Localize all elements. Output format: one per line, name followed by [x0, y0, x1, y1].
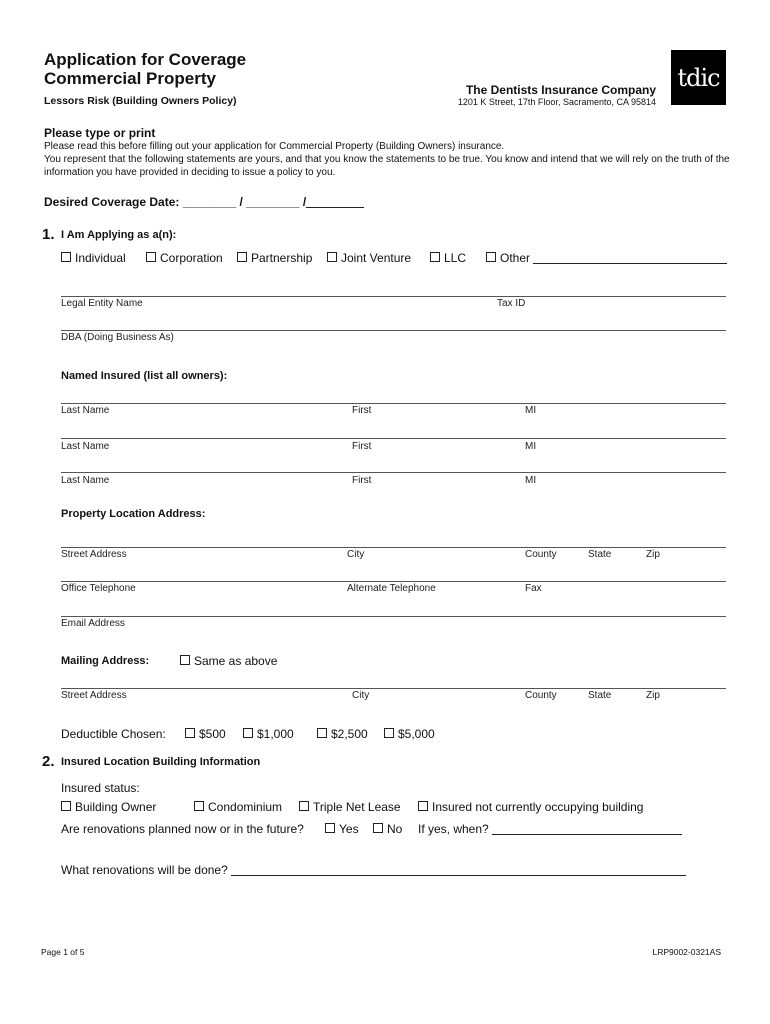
option-same-as-above[interactable] [180, 654, 277, 668]
what-renovations-label: What renovations will be done? [61, 863, 228, 877]
checkbox-icon[interactable] [317, 728, 327, 738]
option-label: $500 [199, 727, 226, 741]
form-subtitle: Lessors Risk (Building Owners Policy) [44, 95, 237, 107]
insured-row-3-last: Last Name [61, 475, 110, 486]
option-label: $2,500 [331, 727, 368, 741]
page-number: Page 1 of 5 [41, 947, 85, 957]
tdic-logo [671, 50, 726, 105]
renovations-yes[interactable] [325, 822, 359, 836]
please-type-heading: Please type or print [44, 126, 156, 140]
option-label: Insured not currently occupying building [432, 800, 644, 814]
street-address-label: Street Address [61, 549, 127, 560]
company-name: The Dentists Insurance Company [465, 83, 656, 97]
intro-line1: Please read this before filling out your application for Commercial Property (Building Owners) insurance. [44, 141, 505, 152]
section-1-number: 1. [42, 226, 55, 243]
dba-line[interactable] [61, 330, 726, 331]
insured-row-1-mi: MI [525, 405, 537, 416]
deductible-5000[interactable] [384, 727, 435, 741]
checkbox-icon[interactable] [327, 252, 337, 262]
mailing-zip-label: Zip [646, 690, 660, 701]
form-title-line2: Commercial Property [44, 69, 216, 88]
property-location-heading: Property Location Address: [61, 508, 206, 520]
mailing-county-label: County [525, 690, 557, 701]
option-label: Condominium [208, 800, 283, 814]
legal-entity-label: Legal Entity Name [61, 298, 143, 309]
option-corporation[interactable] [146, 251, 223, 265]
email-line[interactable] [61, 616, 726, 617]
if-yes-when-line[interactable] [492, 822, 682, 835]
checkbox-icon[interactable] [430, 252, 440, 262]
deductible-1000[interactable] [243, 727, 294, 741]
deductible-label: Deductible Chosen: [61, 727, 166, 741]
insured-row-3-first: First [352, 475, 372, 486]
section-2-number: 2. [42, 753, 55, 770]
insured-row-2-line[interactable] [61, 438, 726, 439]
checkbox-icon[interactable] [194, 801, 204, 811]
insured-row-3-mi: MI [525, 475, 537, 486]
mailing-city-label: City [352, 690, 370, 701]
section-1-title: I Am Applying as a(n): [61, 229, 177, 241]
insured-row-1-line[interactable] [61, 403, 726, 404]
what-renovations-field[interactable] [61, 863, 686, 877]
checkbox-icon[interactable] [237, 252, 247, 262]
option-label: No [387, 822, 403, 836]
mailing-address-heading: Mailing Address: [61, 655, 150, 667]
option-partnership[interactable] [237, 251, 312, 265]
company-address: 1201 K Street, 17th Floor, Sacramento, CA 95814 [457, 97, 656, 107]
status-condominium[interactable] [194, 800, 282, 814]
checkbox-icon[interactable] [384, 728, 394, 738]
zip-label: Zip [646, 549, 660, 560]
renovations-no[interactable] [373, 822, 402, 836]
tax-id-label: Tax ID [497, 298, 526, 309]
insured-status-label: Insured status: [61, 781, 140, 795]
option-label: Same as above [194, 654, 278, 668]
option-other[interactable] [486, 251, 727, 265]
insured-row-1-last: Last Name [61, 405, 110, 416]
what-renovations-line[interactable] [231, 863, 686, 876]
checkbox-icon[interactable] [486, 252, 496, 262]
checkbox-icon[interactable] [61, 252, 71, 262]
intro-line2: You represent that the following statements are yours, and that you know the statements to be true. You know and intend that we will rely on the truth of the information you have provided in deciding to issue a policy to you. [44, 154, 730, 178]
office-telephone-label: Office Telephone [61, 583, 136, 594]
alternate-telephone-label: Alternate Telephone [347, 583, 436, 594]
mailing-street-line[interactable] [61, 688, 726, 689]
form-code: LRP9002-0321AS [652, 947, 721, 957]
mailing-street-label: Street Address [61, 690, 127, 701]
coverage-date-label: Desired Coverage Date: ________ / ________ / [44, 195, 307, 209]
coverage-date-field[interactable] [44, 195, 364, 209]
option-label: $1,000 [257, 727, 294, 741]
insured-row-2-last: Last Name [61, 441, 110, 452]
option-label: Triple Net Lease [313, 800, 401, 814]
status-not-occupying[interactable] [418, 800, 643, 814]
checkbox-icon[interactable] [243, 728, 253, 738]
fax-label: Fax [525, 583, 542, 594]
option-label: LLC [444, 251, 467, 265]
option-label: Joint Venture [341, 251, 412, 265]
checkbox-icon[interactable] [325, 823, 335, 833]
coverage-date-year-blank[interactable] [306, 195, 364, 208]
insured-row-2-mi: MI [525, 441, 537, 452]
section-2-title: Insured Location Building Information [61, 756, 261, 768]
deductible-2500[interactable] [317, 727, 368, 741]
checkbox-icon[interactable] [185, 728, 195, 738]
if-yes-when-label: If yes, when? [418, 822, 489, 836]
status-triple-net-lease[interactable] [299, 800, 401, 814]
option-label: Individual [75, 251, 126, 265]
option-individual[interactable] [61, 251, 126, 265]
checkbox-icon[interactable] [299, 801, 309, 811]
deductible-500[interactable] [185, 727, 226, 741]
phone-line[interactable] [61, 581, 726, 582]
city-label: City [347, 549, 365, 560]
option-label: Building Owner [75, 800, 157, 814]
status-building-owner[interactable] [61, 800, 156, 814]
email-address-label: Email Address [61, 618, 125, 629]
county-label: County [525, 549, 557, 560]
option-label: Partnership [251, 251, 313, 265]
checkbox-icon[interactable] [418, 801, 428, 811]
named-insured-heading: Named Insured (list all owners): [61, 370, 228, 382]
insured-row-1-first: First [352, 405, 372, 416]
form-title-line1: Application for Coverage [44, 50, 247, 69]
other-specify-line[interactable] [533, 251, 727, 264]
checkbox-icon[interactable] [61, 801, 71, 811]
option-label: Corporation [160, 251, 223, 265]
checkbox-icon[interactable] [180, 655, 190, 665]
state-label: State [588, 549, 612, 560]
if-yes-when-field[interactable] [418, 822, 682, 836]
property-street-line[interactable] [61, 547, 726, 548]
legal-entity-line[interactable] [61, 296, 726, 297]
option-joint-venture[interactable] [327, 251, 411, 265]
insured-row-2-first: First [352, 441, 372, 452]
option-label: $5,000 [398, 727, 435, 741]
dba-label: DBA (Doing Business As) [61, 332, 174, 343]
insured-row-3-line[interactable] [61, 472, 726, 473]
mailing-state-label: State [588, 690, 612, 701]
option-label: Yes [339, 822, 359, 836]
renovations-question: Are renovations planned now or in the future? [61, 822, 304, 836]
checkbox-icon[interactable] [373, 823, 383, 833]
option-llc[interactable] [430, 251, 466, 265]
option-label: Other [500, 251, 531, 265]
logo-text: tdic [677, 63, 720, 92]
checkbox-icon[interactable] [146, 252, 156, 262]
